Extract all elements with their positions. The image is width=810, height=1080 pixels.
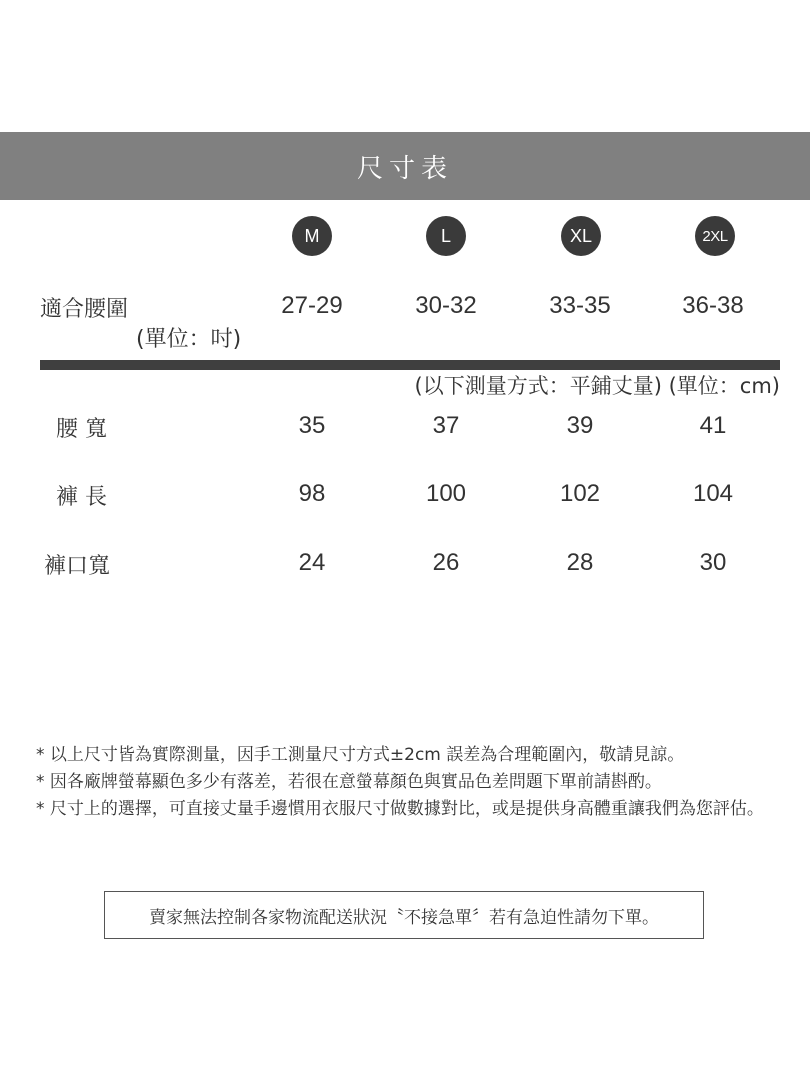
cell-xl: 102: [559, 480, 601, 507]
cell-m: 24: [298, 549, 326, 576]
row-label: 腰 寬: [56, 417, 107, 442]
cell-l: 37: [432, 412, 460, 439]
size-badge-m: M: [292, 216, 332, 256]
cell-l: 100: [425, 480, 467, 507]
waist-fit-label: 適合腰圍: [40, 297, 129, 322]
page-title: 尺寸表: [356, 153, 453, 184]
note-item: * 尺寸上的選擇，可直接丈量手邊慣用衣服尺寸做數據對比，或是提供身高體重讓我們為您評估。: [36, 799, 764, 819]
shipping-notice-text: 賣家無法控制各家物流配送狀況〝不接急單〞若有急迫性請勿下單。: [149, 907, 659, 928]
waist-fit-unit: (單位：吋): [136, 327, 242, 352]
cell-2xl: 30: [699, 549, 727, 576]
shipping-notice-box: [104, 891, 704, 939]
row-label: 褲 長: [56, 485, 107, 510]
cell-m: 35: [298, 412, 326, 439]
size-badge-xl: XL: [561, 216, 601, 256]
size-chart-header: [0, 132, 810, 200]
size-badge-l: L: [426, 216, 466, 256]
waist-fit-xl: 33-35: [549, 292, 611, 319]
note-item: * 以上尺寸皆為實際測量，因手工測量尺寸方式±2cm 誤差為合理範圍內，敬請見諒。: [36, 745, 685, 765]
note-item: * 因各廠牌螢幕顯色多少有落差，若很在意螢幕顏色與實品色差問題下單前請斟酌。: [36, 772, 662, 792]
section-divider: [40, 360, 780, 370]
cell-2xl: 104: [692, 480, 734, 507]
cell-l: 26: [432, 549, 460, 576]
cell-2xl: 41: [699, 412, 727, 439]
waist-fit-m: 27-29: [281, 292, 343, 319]
cell-m: 98: [298, 480, 326, 507]
measurement-method-note: (以下測量方式：平鋪丈量) (單位：cm): [414, 374, 780, 398]
cell-xl: 39: [566, 412, 594, 439]
waist-fit-2xl: 36-38: [682, 292, 744, 319]
size-badge-2xl: 2XL: [695, 216, 735, 256]
cell-xl: 28: [566, 549, 594, 576]
waist-fit-l: 30-32: [415, 292, 477, 319]
row-label: 褲口寬: [44, 554, 111, 579]
notes-section: [36, 742, 796, 823]
